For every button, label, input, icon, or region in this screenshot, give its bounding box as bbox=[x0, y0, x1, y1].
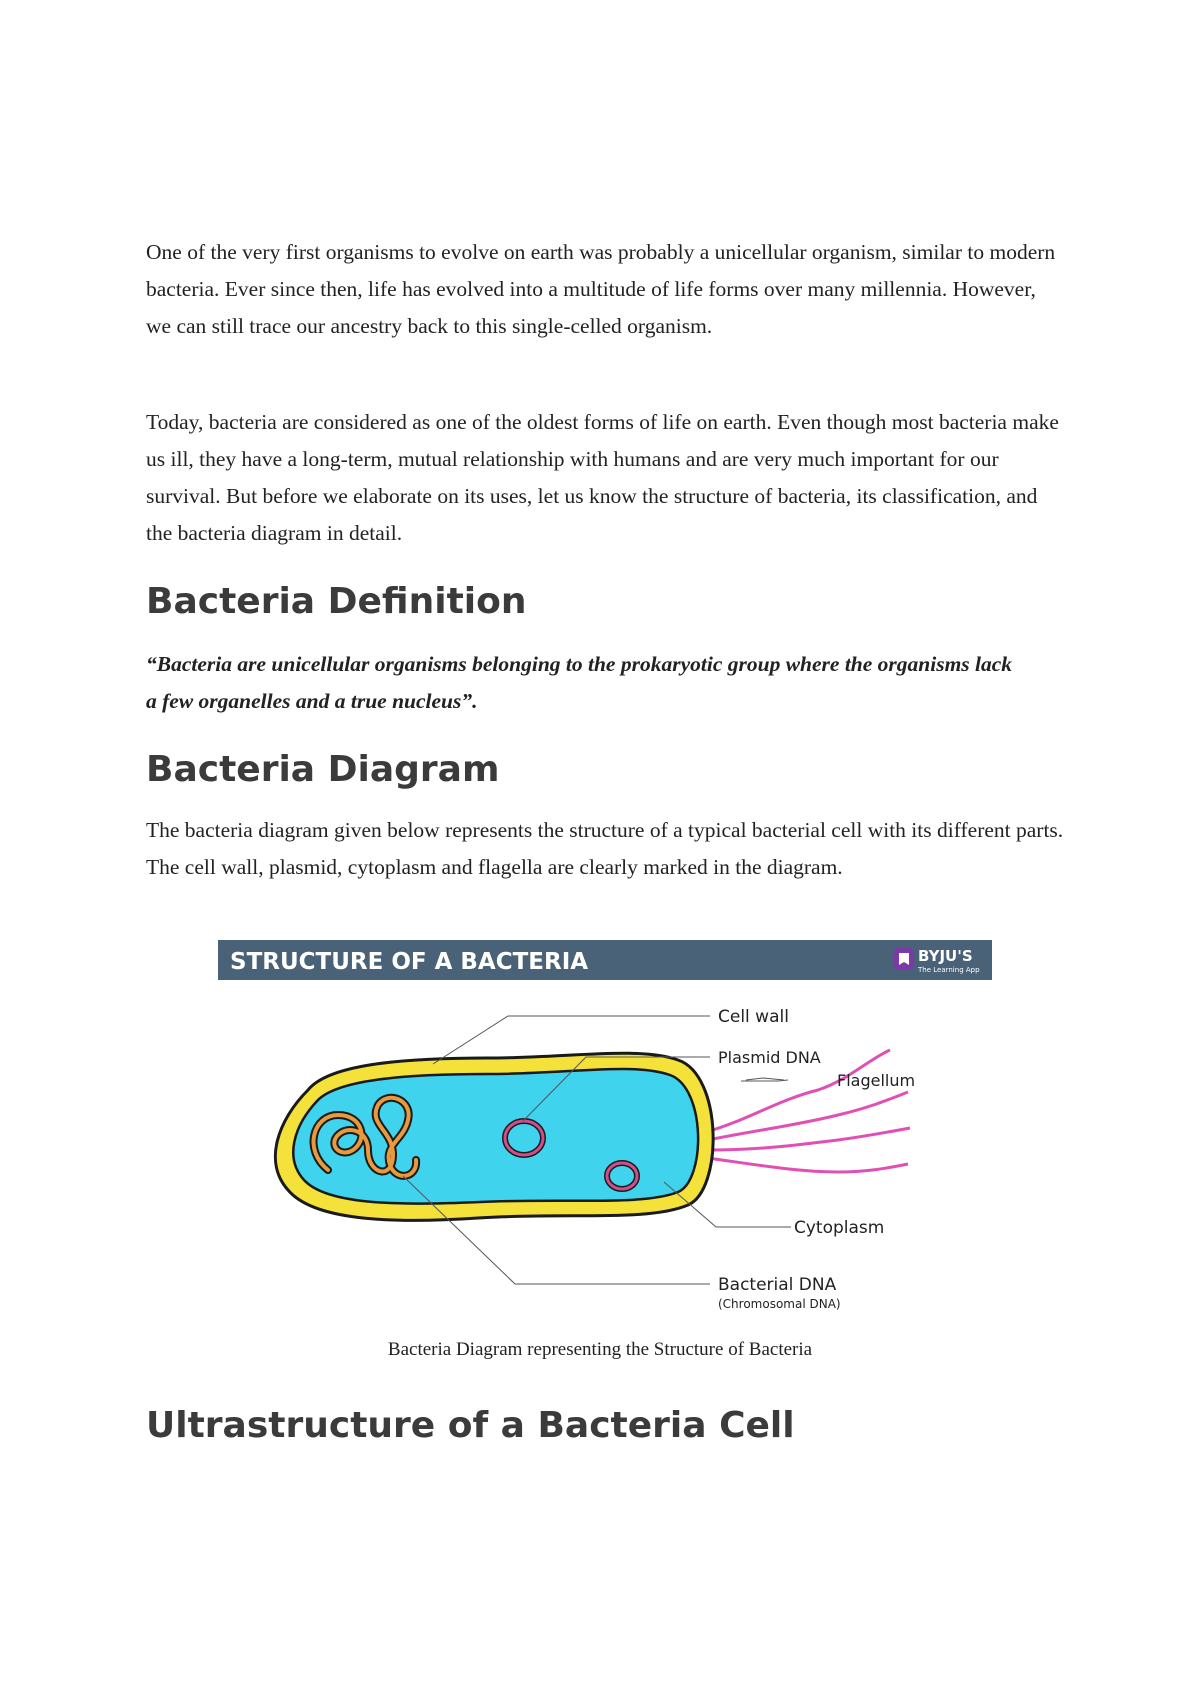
figure-title: STRUCTURE OF A BACTERIA bbox=[230, 949, 589, 975]
brand-tagline: The Learning App bbox=[918, 966, 980, 974]
label-cell-wall: Cell wall bbox=[718, 1007, 789, 1027]
brand-name: BYJU'S bbox=[918, 947, 973, 965]
heading-bacteria-definition: Bacteria Definition bbox=[146, 581, 527, 622]
label-flagellum: Flagellum bbox=[837, 1071, 916, 1090]
bacteria-structure-figure bbox=[218, 940, 992, 1328]
heading-bacteria-diagram: Bacteria Diagram bbox=[146, 749, 500, 790]
flagellum-leader-b bbox=[746, 1078, 784, 1080]
flagellum-3 bbox=[710, 1128, 910, 1150]
flagellum-4 bbox=[708, 1158, 908, 1172]
flagella bbox=[706, 1050, 910, 1172]
label-bacterial-dna: Bacterial DNA bbox=[718, 1275, 837, 1295]
label-cytoplasm: Cytoplasm bbox=[794, 1218, 885, 1238]
definition-quote: “Bacteria are unicellular organisms belonging to the prokaryotic group where the organisms lack a few organelles and a true nucleus”. bbox=[146, 652, 1013, 713]
intro-paragraph: One of the very first organisms to evolve on earth was probably a unicellular organism, similar to modern bacteria. Ever since then, life has evolved into a multitude of life forms over many millennia. However, we can still trace our ancestry back to this single-celled organism. bbox=[146, 240, 1056, 338]
label-plasmid-dna: Plasmid DNA bbox=[718, 1048, 821, 1067]
heading-ultrastructure: Ultrastructure of a Bacteria Cell bbox=[146, 1405, 795, 1446]
diagram-intro-paragraph: The bacteria diagram given below represents the structure of a typical bacterial cell with its different parts. The cell wall, plasmid, cytoplasm and flagella are clearly marked in the diagram. bbox=[146, 818, 1064, 879]
today-paragraph: Today, bacteria are considered as one of the oldest forms of life on earth. Even though most bacteria make us ill, they have a long-term, mutual relationship with humans and are very much important for our survival. But before we elaborate on its uses, let us know the structure of bacteria, its classification, and the bacteria diagram in detail. bbox=[146, 410, 1059, 545]
bacteria-diagram-svg bbox=[218, 940, 992, 1328]
label-chromosomal-dna: (Chromosomal DNA) bbox=[718, 1297, 841, 1311]
figure-caption: Bacteria Diagram representing the Structure of Bacteria bbox=[387, 1339, 813, 1360]
